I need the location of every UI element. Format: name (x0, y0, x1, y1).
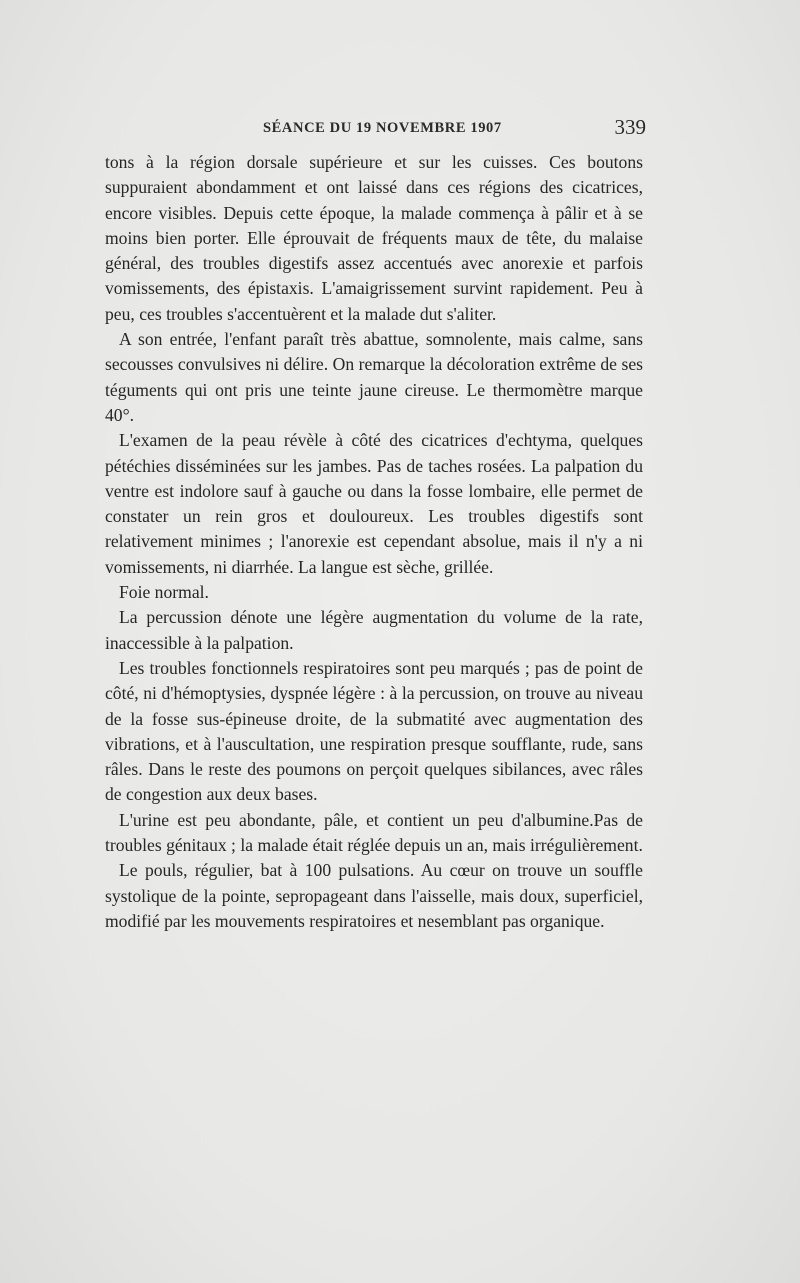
paragraph-spleen: La percussion dénote une légère augmentation du volume de la rate, inaccessible à la palpation. (105, 607, 643, 653)
running-title: SÉANCE DU 19 NOVEMBRE 1907 (263, 120, 502, 136)
paragraph-respiratory: Les troubles fonctionnels respiratoires sont peu marqués ; pas de point de côté, ni d'hémoptysies, dyspnée légère : à la percussion, on trouve au niveau de la fosse sus-épineuse droite, de la submatité avec augmentation des vibrations, et à l'auscultation, une respiration presque soufflante, rude, sans râles. Dans le reste des poumons on perçoit quelques sibilances, avec râles de congestion aux deux bases. (105, 657, 643, 805)
page-header (108, 115, 646, 144)
paragraph-admission: A son entrée, l'enfant paraît très abattue, somnolente, mais calme, sans secousses convulsives ni délire. On remarque la décoloration extrême de ses téguments qui ont pris une teinte jaune cireuse. Le thermomètre marque 40°. (105, 329, 643, 425)
paragraph-liver: Foie normal. (119, 582, 209, 603)
page-number: 339 (614, 115, 646, 139)
paragraph-skin-exam: L'examen de la peau révèle à côté des cicatrices d'echtyma, quelques pétéchies disséminées sur les jambes. Pas de taches rosées. La palpation du ventre est indolore sauf à gauche ou dans la fosse lombaire, elle permet de constater un rein gros et douloureux. Les troubles digestifs sont relativement minimes ; l'anorexie est cependant absolue, mais il n'y a ni vomissements, ni diarrhée. La langue est sèche, grillée. (105, 430, 643, 577)
paragraph-pulse: Le pouls, régulier, bat à 100 pulsations. Au cœur on trouve un souffle systolique de la pointe, sepropageant dans l'aisselle, mais doux, superficiel, modifié par les mouvements respiratoires et nesemblant pas organique. (105, 860, 643, 931)
paragraph-urine: L'urine est peu abondante, pâle, et contient un peu d'albumine.Pas de troubles génitaux ; la malade était réglée depuis un an, mais irrégulièrement. (105, 809, 643, 856)
paragraph-history: tons à la région dorsale supérieure et sur les cuisses. Ces boutons suppuraient abondamment et ont laissé dans ces régions des cicatrices, encore visibles. Depuis cette époque, la malade commença à pâlir et à se moins bien porter. Elle éprouvait de fréquents maux de tête, du malaise général, des troubles digestifs assez accentués avec anorexie et parfois vomissements, des épistaxis. L'amaigrissement survint rapidement. Peu à peu, ces troubles s'accentuèrent et la malade dut s'aliter. (105, 152, 643, 324)
body-text (105, 150, 643, 934)
